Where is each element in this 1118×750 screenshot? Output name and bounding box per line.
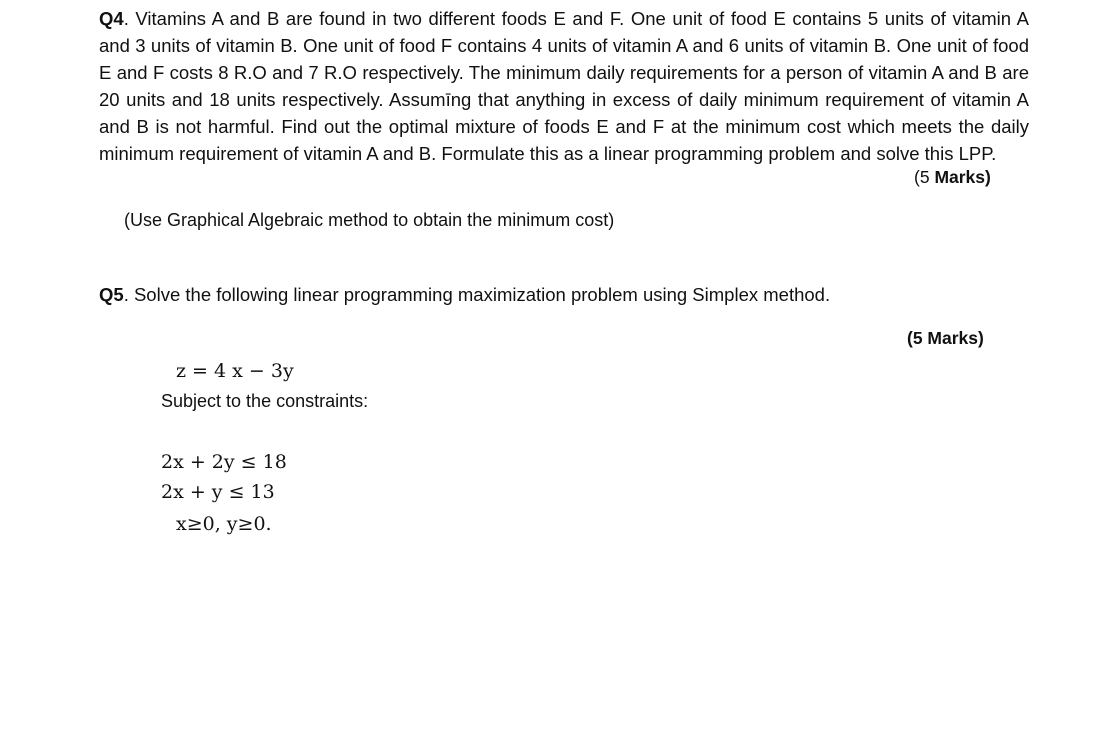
question-4-statement: . Vitamins A and B are found in two different foods E and F. One unit of food E contains 5 units of vitamin A and 3 units of vitamin B. One unit of food F contains 4 units of vitamin A and 6 units of vitamin B. One unit of food E and F costs 8 R.O and 7 R.O respectively. The minimum daily requirements for a person of vitamin A and B are 20 units and 18 units respectively. Assumīng that anything in excess of daily minimum requirement of vitamin A and B is not harmful. Find out the optimal mixture of foods E and F at the minimum cost which meets the daily minimum requirement of vitamin A and B. Formulate this as a linear programming problem and solve this LPP. [99,8,1029,164]
question-5-number: Q5 [99,284,124,305]
question-4-method-note: (Use Graphical Algebraic method to obtain the minimum cost) [124,210,615,230]
question-4-marks-open: (5 [914,167,935,187]
constraints-heading: Subject to the constraints: [161,391,369,411]
question-5-marks-label: (5 Marks) [907,328,984,348]
question-5-text [99,284,830,306]
constraint-2: 2x + y ≤ 13 [161,481,275,503]
question-4-number: Q4 [99,8,124,29]
question-4-text [99,5,1029,167]
question-5-statement: . Solve the following linear programming maximization problem using Simplex method. [123,284,831,305]
question-5-marks [907,328,984,349]
question-4-marks-bold: Marks) [934,167,991,187]
non-negativity-constraint: x≥0, y≥0. [176,513,272,535]
constraint-1: 2x + 2y ≤ 18 [161,451,287,473]
objective-function: z = 4 x − 3y [176,360,294,382]
question-4-marks [914,167,991,188]
